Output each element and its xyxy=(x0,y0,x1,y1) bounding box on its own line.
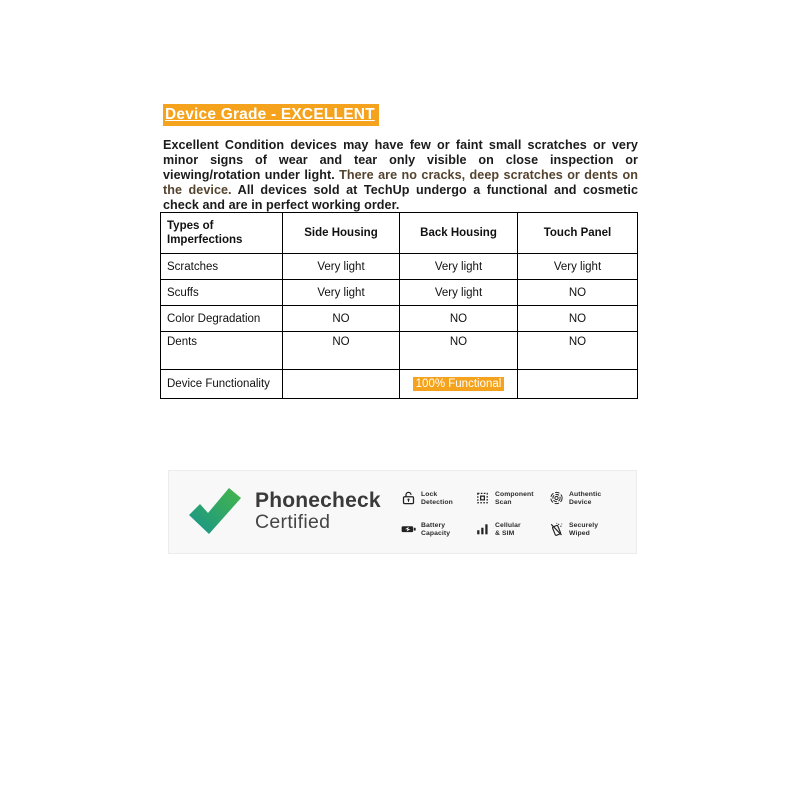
cell-dents-2: NO xyxy=(518,332,638,370)
phonecheck-certified-label: Certified xyxy=(255,510,331,533)
column-header-touch-panel: Touch Panel xyxy=(518,213,638,254)
row-label: Dents xyxy=(161,332,283,370)
cell-device-functionality-0 xyxy=(283,370,400,399)
feature-battery-capacity xyxy=(401,521,475,546)
fingerprint-icon xyxy=(549,490,564,506)
phonecheck-logo xyxy=(189,487,381,535)
description-text-brown: There are no cracks, deep scratches or dents on the device. xyxy=(163,168,638,198)
row-label: Scuffs xyxy=(161,280,283,306)
certification-features xyxy=(401,490,623,546)
cell-scratches-2: Very light xyxy=(518,254,638,280)
cell-scuffs-0: Very light xyxy=(283,280,400,306)
cell-device-functionality-1 xyxy=(400,370,518,399)
cell-color-degradation-2: NO xyxy=(518,306,638,332)
cell-color-degradation-0: NO xyxy=(283,306,400,332)
battery-icon xyxy=(401,521,416,537)
cell-dents-1: NO xyxy=(400,332,518,370)
table-row-scratches xyxy=(161,254,638,280)
imperfections-table xyxy=(160,212,638,399)
page-title: Device Grade - EXCELLENT xyxy=(163,104,379,126)
description-text-black-1: Excellent Condition devices may have few or faint small scratches or very minor signs of wear and tear only visible on close inspection or viewing/rotation under light. xyxy=(163,138,638,183)
feature-cellular-sim xyxy=(475,521,549,546)
column-header-types-of-imperfections: Types of Imperfections xyxy=(161,213,283,254)
cell-scuffs-2: NO xyxy=(518,280,638,306)
table-row-scuffs xyxy=(161,280,638,306)
feature-lock-detection xyxy=(401,490,475,515)
phonecheck-certified-badge xyxy=(168,470,637,554)
column-header-back-housing: Back Housing xyxy=(400,213,518,254)
cell-color-degradation-1: NO xyxy=(400,306,518,332)
table-header-row xyxy=(161,213,638,254)
cell-device-functionality-2 xyxy=(518,370,638,399)
phonecheck-logo-text xyxy=(255,490,381,533)
column-header-side-housing: Side Housing xyxy=(283,213,400,254)
cell-scuffs-1: Very light xyxy=(400,280,518,306)
table-row-color-degradation xyxy=(161,306,638,332)
feature-label: Securely Wiped xyxy=(569,522,599,537)
table-row-device-functionality xyxy=(161,370,638,399)
feature-component-scan xyxy=(475,490,549,515)
row-label: Color Degradation xyxy=(161,306,283,332)
lock-icon xyxy=(401,490,416,506)
cell-scratches-1: Very light xyxy=(400,254,518,280)
table-row-dents xyxy=(161,332,638,370)
cell-scratches-0: Very light xyxy=(283,254,400,280)
row-label: Scratches xyxy=(161,254,283,280)
component-scan-icon xyxy=(475,490,490,506)
cell-dents-0: NO xyxy=(283,332,400,370)
description-paragraph xyxy=(163,138,638,213)
feature-securely-wiped xyxy=(549,521,623,546)
signal-bars-icon xyxy=(475,521,490,537)
feature-label: Lock Detection xyxy=(421,491,453,506)
highlighted-value: 100% Functional xyxy=(413,377,505,391)
phonecheck-brand-name: Phonecheck xyxy=(255,488,381,512)
feature-label: Battery Capacity xyxy=(421,522,451,537)
row-label: Device Functionality xyxy=(161,370,283,399)
feature-label: Cellular & SIM xyxy=(495,522,521,537)
feature-label: Component Scan xyxy=(495,491,534,506)
feature-label: Authentic Device xyxy=(569,491,602,506)
feature-authentic-device xyxy=(549,490,623,515)
phonecheck-checkmark-icon xyxy=(189,487,241,535)
wiped-icon xyxy=(549,521,564,537)
description-text-black-2: All devices sold at TechUp undergo a functional and cosmetic check and are in perfect working order. xyxy=(163,183,639,213)
